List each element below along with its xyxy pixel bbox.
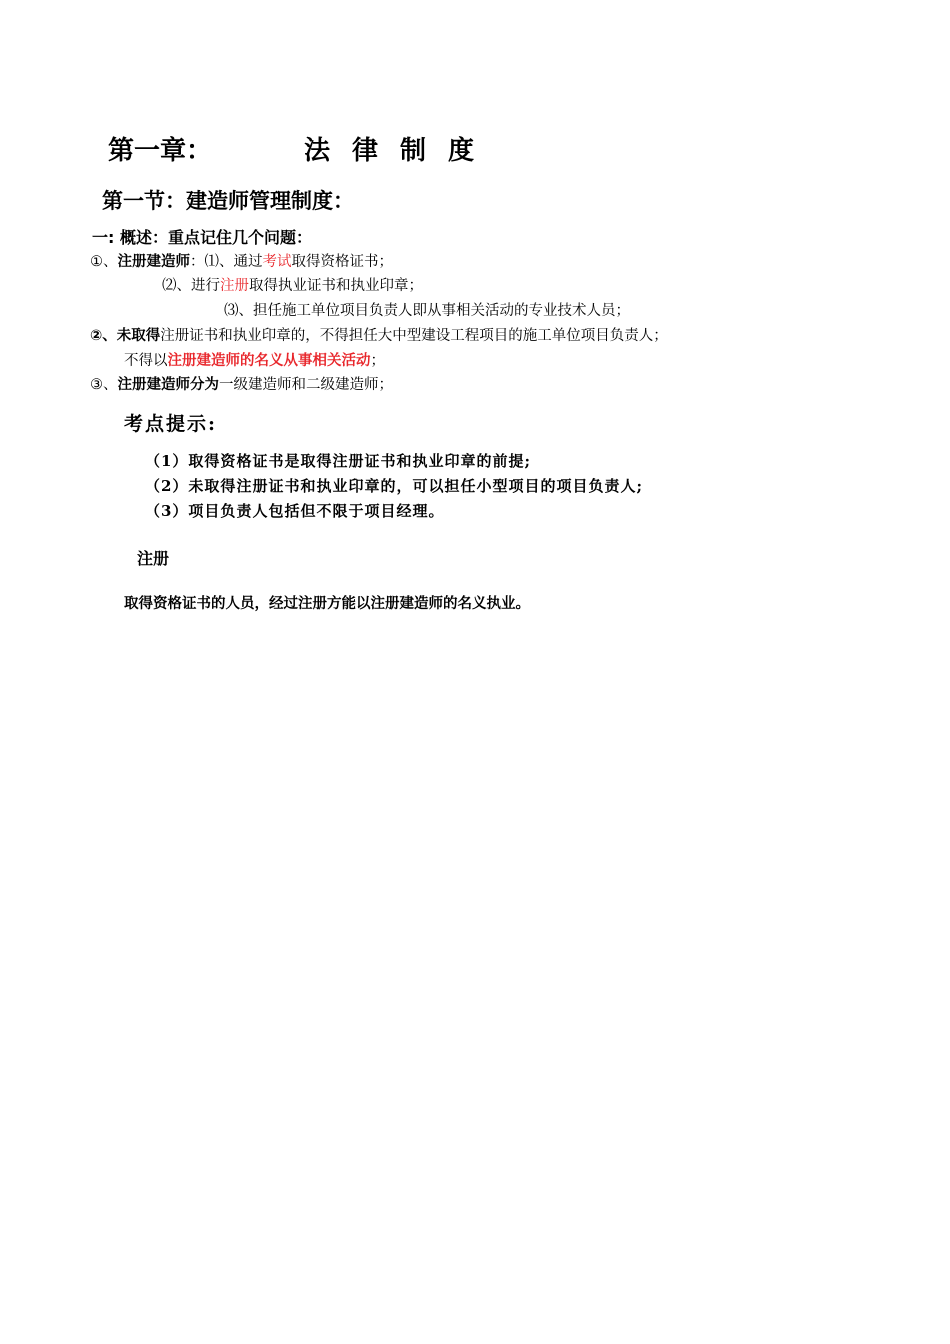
item-text: ⑵、进行 bbox=[162, 278, 220, 294]
list-item-6 bbox=[90, 377, 393, 394]
item-highlight-text: 注册建造师的名义从事相关活动 bbox=[167, 353, 371, 369]
item-bold-text: 注册建造师分为 bbox=[117, 377, 219, 393]
list-item-5 bbox=[124, 353, 385, 370]
registration-text: 取得资格证书的人员，经过注册方能以注册建造师的名义执业。 bbox=[124, 596, 530, 612]
item-text: 取得执业证书和执业印章； bbox=[249, 278, 423, 294]
chapter-heading bbox=[108, 136, 496, 167]
chapter-title: 法律制度 bbox=[304, 136, 497, 166]
tip-item-3: （3）项目负责人包括但不限于项目经理。 bbox=[145, 502, 445, 520]
overview-heading: 一: 概述：重点记住几个问题： bbox=[92, 228, 312, 247]
list-item-3: ⑶、担任施工单位项目负责人即从事相关活动的专业技术人员； bbox=[224, 303, 630, 319]
item-text: 取得资格证书； bbox=[291, 254, 393, 270]
item-text: 一级建造师和二级建造师； bbox=[219, 377, 393, 393]
item-marker: ①、 bbox=[90, 254, 118, 270]
tips-heading: 考点提示: bbox=[124, 413, 218, 435]
item-bold-text: 注册建造师 bbox=[117, 254, 190, 270]
item-marker: ③、 bbox=[90, 377, 118, 393]
item-text: ； bbox=[370, 353, 385, 369]
item-text: 不得以 bbox=[124, 353, 168, 369]
tip-item-1: （1）取得资格证书是取得注册证书和执业印章的前提; bbox=[145, 452, 531, 470]
item-bold-text: ②、未取得 bbox=[90, 328, 161, 344]
list-item-4 bbox=[90, 328, 668, 345]
registration-heading: 注册 bbox=[137, 549, 170, 568]
list-item-2 bbox=[162, 278, 423, 295]
item-highlight-text: 考试 bbox=[262, 254, 292, 270]
list-item-1 bbox=[90, 254, 393, 271]
item-text: ：⑴、通过 bbox=[190, 254, 263, 270]
item-highlight-text: 注册 bbox=[220, 278, 249, 294]
item-text: 注册证书和执业印章的，不得担任大中型建设工程项目的施工单位项目负责人； bbox=[160, 328, 668, 344]
tip-item-2: （2）未取得注册证书和执业印章的，可以担任小型项目的项目负责人; bbox=[145, 477, 643, 495]
section-heading: 第一节：建造师管理制度： bbox=[102, 189, 354, 213]
chapter-label: 第一章： bbox=[108, 136, 213, 166]
